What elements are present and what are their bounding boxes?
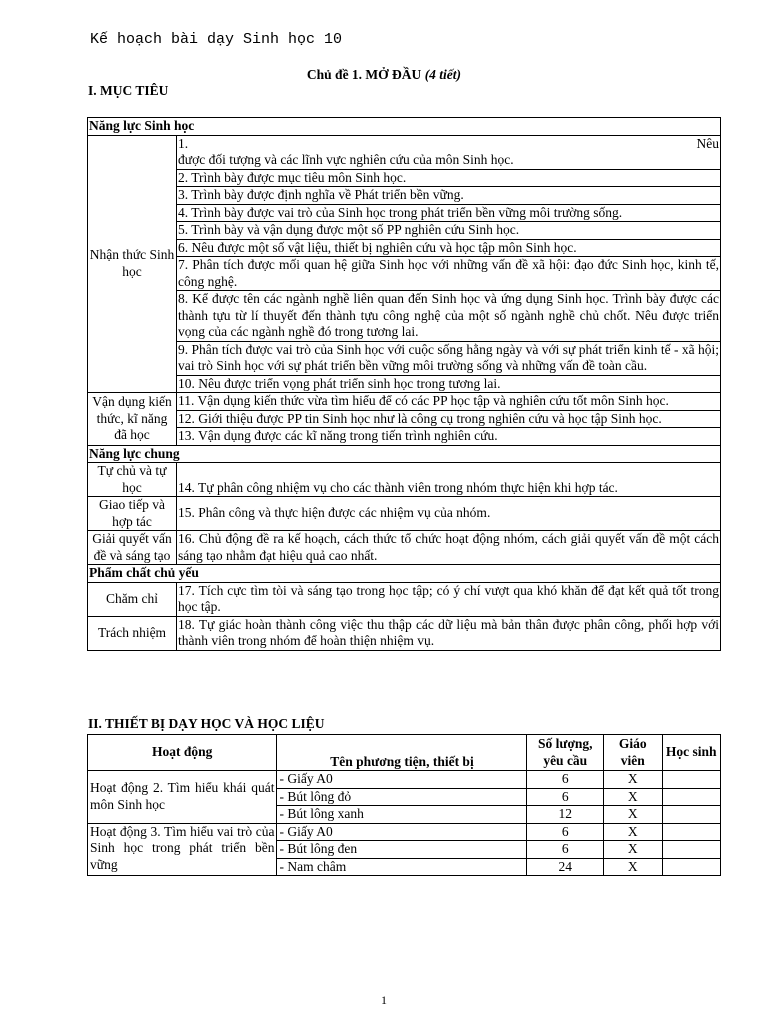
equipment-name: - Bút lông xanh [277, 806, 527, 824]
group-heading: Phẩm chất chủ yếu [88, 565, 721, 583]
student-cell [662, 771, 721, 789]
equipment-name: - Giấy A0 [277, 823, 527, 841]
quantity-cell: 6 [527, 823, 604, 841]
topic-duration: (4 tiết) [424, 67, 462, 82]
document-header: Kế hoạch bài dạy Sinh học 10 [90, 31, 343, 48]
objective-text: được đối tượng và các lĩnh vực nghiên cứu của môn Sinh học. [178, 152, 514, 167]
objective-item: 7. Phân tích được mối quan hệ giữa Sinh học với những vấn đề xã hội: đạo đức Sinh học, kinh tế, công nghệ. [178, 257, 719, 289]
objective-item [177, 135, 721, 169]
objective-number: 1. [178, 135, 189, 151]
objective-item: 16. Chủ động đề ra kế hoạch, cách thức tổ chức hoạt động nhóm, cách giải quyết vấn đề một cách sáng tạo nhằm đạt hiệu quả cao nhất. [178, 531, 719, 563]
col-header-equipment: Tên phương tiện, thiết bị [277, 735, 527, 771]
category-label: Tự chủ và tự học [88, 463, 177, 497]
equipment-name: - Giấy A0 [277, 771, 527, 789]
objective-item: 9. Phân tích được vai trò của Sinh học với cuộc sống hằng ngày và với sự phát triển kinh tế - xã hội; vai trò Sinh học với sự phát triển bền vững môi trường sống và những vấn đề toàn cầu. [178, 341, 719, 373]
equipment-table [87, 734, 721, 876]
equipment-name: - Bút lông đen [277, 841, 527, 859]
student-cell [662, 858, 721, 876]
teacher-cell: X [604, 823, 662, 841]
quantity-cell: 6 [527, 771, 604, 789]
student-cell [662, 788, 721, 806]
objective-item: 13. Vận dụng được các kĩ năng trong tiến trình nghiên cứu. [177, 428, 721, 446]
col-header-student: Học sinh [662, 735, 721, 771]
student-cell [662, 841, 721, 859]
teacher-cell: X [604, 806, 662, 824]
student-cell [662, 806, 721, 824]
objective-item: 15. Phân công và thực hiện được các nhiệm vụ của nhóm. [177, 497, 721, 531]
student-cell [662, 823, 721, 841]
teacher-cell: X [604, 841, 662, 859]
col-header-teacher: Giáo viên [604, 735, 662, 771]
quantity-cell: 12 [527, 806, 604, 824]
section-objectives-heading: I. MỤC TIÊU [88, 83, 169, 98]
quantity-cell: 6 [527, 788, 604, 806]
category-label: Vận dụng kiến thức, kĩ năng đã học [88, 393, 177, 446]
topic-title-text: Chủ đề 1. MỞ ĐẦU [306, 67, 422, 82]
activity-cell: Hoạt động 2. Tìm hiểu khái quát môn Sinh học [88, 771, 277, 824]
quantity-cell: 24 [527, 858, 604, 876]
objective-item: 12. Giới thiệu được PP tin Sinh học như là công cụ trong nghiên cứu và học tập Sinh học. [177, 410, 721, 428]
objective-item: 8. Kể được tên các ngành nghề liên quan đến Sinh học và ứng dụng Sinh học. Trình bày được các thành tựu từ lí thuyết đến thành tựu công nghệ của một số ngành nghề chủ chốt. Nêu được triển vọng của các ngành nghề đó trong tương lai. [178, 291, 719, 339]
category-label: Trách nhiệm [88, 616, 177, 650]
category-label: Nhận thức Sinh học [88, 135, 177, 393]
page-number: 1 [381, 993, 387, 1007]
teacher-cell: X [604, 788, 662, 806]
col-header-activity: Hoạt động [88, 735, 277, 771]
objective-item: 18. Tự giác hoàn thành công việc thu thập các dữ liệu mà bản thân được phân công, phối hợp với thành viên trong nhóm để hoàn thiện nhiệm vụ. [178, 616, 719, 648]
objective-first-word: Nêu [696, 135, 719, 151]
quantity-cell: 6 [527, 841, 604, 859]
equipment-name: - Nam châm [277, 858, 527, 876]
group-heading: Năng lực chung [88, 445, 721, 463]
objective-item: 14. Tự phân công nhiệm vụ cho các thành viên trong nhóm thực hiện khi hợp tác. [177, 463, 721, 497]
category-label: Chăm chỉ [88, 582, 177, 616]
objective-item: 6. Nêu được một số vật liệu, thiết bị nghiên cứu và học tập môn Sinh học. [177, 239, 721, 257]
teacher-cell: X [604, 858, 662, 876]
activity-cell: Hoạt động 3. Tìm hiểu vai trò của Sinh học trong phát triển bền vững [88, 823, 277, 876]
group-heading: Năng lực Sinh học [88, 118, 721, 136]
objective-item: 17. Tích cực tìm tòi và sáng tạo trong học tập; có ý chí vượt qua khó khăn để đạt kết quả tốt trong học tập. [178, 582, 719, 614]
objective-item: 3. Trình bày được định nghĩa về Phát triển bền vững. [177, 187, 721, 205]
topic-title [0, 67, 768, 83]
objective-item: 4. Trình bày được vai trò của Sinh học trong phát triển bền vững môi trường sống. [177, 204, 721, 222]
objective-item: 2. Trình bày được mục tiêu môn Sinh học. [177, 169, 721, 187]
teacher-cell: X [604, 771, 662, 789]
equipment-name: - Bút lông đỏ [277, 788, 527, 806]
objective-item: 10. Nêu được triển vọng phát triển sinh học trong tương lai. [177, 375, 721, 393]
category-label: Giải quyết vấn đề và sáng tạo [88, 531, 177, 565]
objective-item: 5. Trình bày và vận dụng được một số PP nghiên cứu Sinh học. [177, 222, 721, 240]
objectives-table [87, 117, 721, 651]
section-equipment-heading: II. THIẾT BỊ DẠY HỌC VÀ HỌC LIỆU [88, 716, 325, 731]
objective-item: 11. Vận dụng kiến thức vừa tìm hiểu để có các PP học tập và nghiên cứu tốt môn Sinh học. [177, 393, 721, 411]
col-header-quantity: Số lượng, yêu cầu [527, 735, 604, 771]
category-label: Giao tiếp và hợp tác [88, 497, 177, 531]
